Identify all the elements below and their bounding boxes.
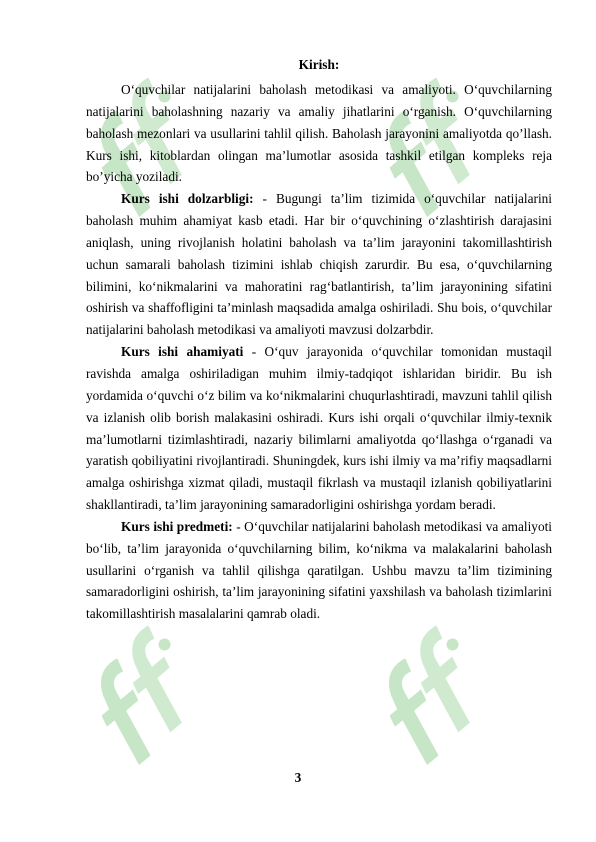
paragraph-text: - O‘quvchilar natijalarini baholash metodikasi va amaliyoti bo‘lib, ta’lim jarayonida o‘quvchilarning bilim, ko‘nikma va malakalarini baholash usullarini o‘rganish va tahlil qilishga qaratilgan. Ushbu mavzu ta’lim tizimining samaradorligini oshirish, ta’lim jarayonining sifatini yaxshilash va baholash tizimlarini takomillashtirish masalalarini qamrab oladi.	[86, 518, 552, 622]
paragraph-text: O‘quvchilar natijalarini baholash metodikasi va amaliyoti. O‘quvchilarning natijalarini baholashning nazariy va amaliy jihatlarini o‘rganish. O‘quvchilarning baholash mezonlari va usullarini tahlil qilish. Baholash jarayonini amaliyotda qo’llash. Kurs ishi, kitoblardan olingan ma’lumotlar asosida tashkil etilgan kompleks reja bo’yicha yoziladi.	[86, 82, 552, 185]
page-number: 3	[294, 770, 302, 785]
paragraph-lead: Kurs ishi predmeti:	[121, 518, 233, 534]
intro-paragraph	[86, 79, 552, 188]
paragraph-lead: Kurs ishi ahamiyati	[121, 344, 244, 360]
paragraph-text: - O‘quv jarayonida o‘quvchilar tomonidan mustaqil ravishda amalga oshiriladigan muhim ilmiy-tadqiqot ishlaridan biridir. Bu ish yordamida o‘quvchi o‘z bilim va ko‘nikmalarini chuqurlashtiradi, mavzuni tahlil qilish va izlanish olib borish malakasini oshiradi. Kurs ishi orqali o‘quvchilar ilmiy-texnik ma’lumotlarni tizimlashtiradi, nazariy bilimlarni amaliyotda qo‘llashga o‘rganadi va yaratish qobiliyatini rivojlantiradi. Shuningdek, kurs ishi ilmiy va ma’rifiy maqsadlarni amalga oshirishga xizmat qiladi, mustaqil fikrlash va mustaqil izlanish qobiliyatlarini shakllantiradi, ta’lim jarayonining samaradorligini oshirishga yordam beradi.	[86, 344, 552, 513]
significance-paragraph	[86, 341, 552, 516]
watermark-logo-icon	[72, 600, 242, 780]
paragraph-text: - Bugungi ta’lim tizimida o‘quvchilar natijalarini baholash muhim ahamiyat kasb etadi. Har bir o‘quvchining o‘zlashtirish darajasini aniqlash, uning rivojlanish holatini baholash va ta’lim jarayonini takomillashtirish uchun samarali baholash tizimini ishlab chiqish zarurdir. Bu esa, o‘quvchilarning bilimini, ko‘nikmalarini va mahoratini rag‘batlantirish, ta’lim jarayonining sifatini oshirish va shaffofligini ta’minlash maqsadida amalga oshiriladi. Shu bois, o‘quvchilar natijalarini baholash metodikasi va amaliyoti mavzusi dolzarbdir.	[86, 191, 552, 338]
watermark-logo-icon	[360, 600, 530, 780]
document-body	[86, 56, 552, 625]
subject-paragraph	[86, 516, 552, 625]
section-heading: Kirish:	[298, 57, 340, 72]
relevance-paragraph	[86, 188, 552, 341]
paragraph-lead: Kurs ishi dolzarbligi:	[121, 191, 254, 207]
